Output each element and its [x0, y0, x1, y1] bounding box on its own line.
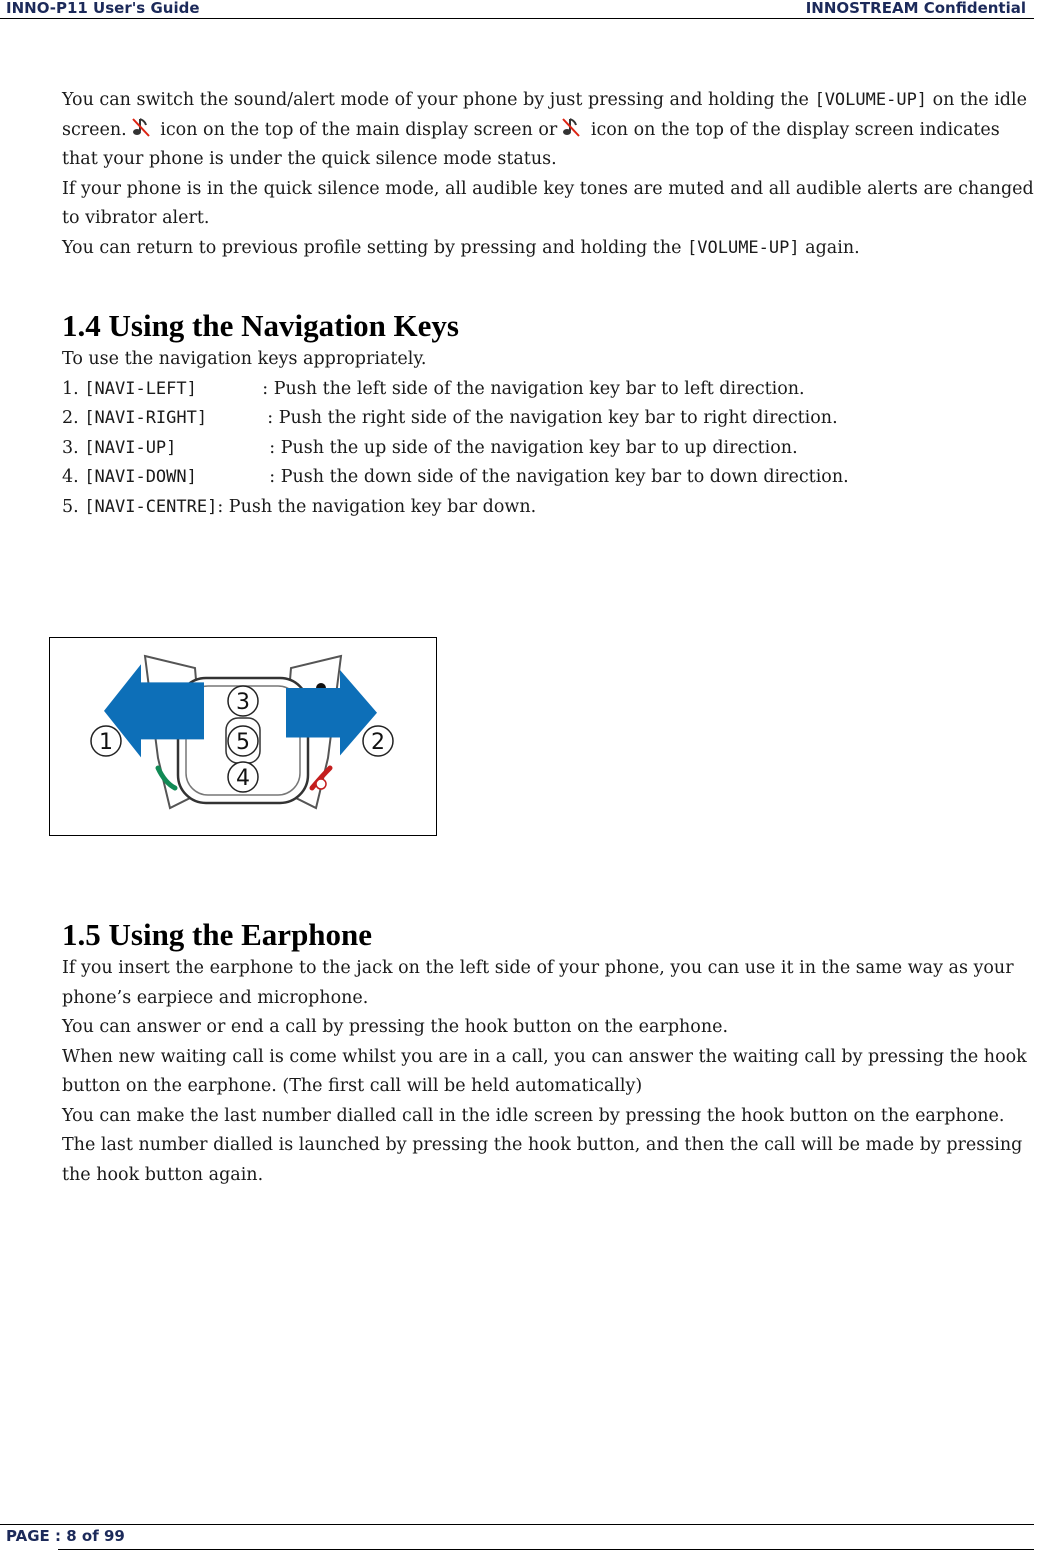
earphone-paragraph-3: When new waiting call is come whilst you are in a call, you can answer the waiting call by pressing the hook button on the earphone. (The first call will be held automatically)	[62, 1046, 1027, 1096]
page-footer	[0, 1524, 1034, 1545]
volume-up-key: [VOLUME-UP]	[687, 237, 800, 258]
earphone-paragraph-4: You can make the last number dialled call in the idle screen by pressing the hook button on the earphone. The last number dialled is launched by pressing the hook button, and then the call will be made by pressing the hook button again.	[62, 1105, 1023, 1185]
nav-item: 2. [NAVI-RIGHT] : Push the right side of the navigation key bar to right direction.	[62, 408, 838, 428]
volume-up-key: [VOLUME-UP]	[814, 90, 928, 110]
nav-key-list	[62, 375, 1037, 523]
navigation-key-figure	[49, 637, 437, 836]
nav-item: 5. [NAVI-CENTRE] : Push the navigation key bar down.	[62, 496, 537, 517]
header-doc-title: INNO-P11 User's Guide	[6, 0, 200, 17]
quick-silence-small-icon	[561, 116, 581, 138]
page-number: PAGE : 8 of 99	[6, 1527, 125, 1545]
section-title-navigation: 1.4 Using the Navigation Keys	[62, 308, 459, 343]
nav-item: 4. [NAVI-DOWN] : Push the down side of the navigation key bar to down direction.	[62, 467, 849, 487]
intro-paragraph-1: You can switch the sound/alert mode of your phone by just pressing and holding the [VOLUME-UP] on the idle screen. icon on the top of the main display screen or icon on the top of the display screen indicates that your phone is under the quick silence mode status.	[62, 90, 1027, 169]
section-title-earphone: 1.5 Using the Earphone	[62, 917, 373, 952]
page-header	[0, 0, 1034, 19]
nav-intro: To use the navigation keys appropriately.	[62, 349, 427, 369]
header-confidential: INNOSTREAM Confidential	[805, 0, 1026, 17]
label-right: 2	[371, 730, 385, 755]
label-up: 3	[236, 690, 250, 715]
label-down: 4	[236, 766, 250, 791]
label-centre: 5	[236, 730, 250, 755]
footer-divider	[58, 1549, 1034, 1550]
label-left: 1	[99, 730, 113, 755]
nav-item: 1. [NAVI-LEFT] : Push the left side of the navigation key bar to left direction.	[62, 378, 805, 399]
earphone-section	[62, 916, 1037, 1190]
earphone-paragraph-2: You can answer or end a call by pressing the hook button on the earphone.	[62, 1017, 729, 1037]
intro-paragraph-3: You can return to previous profile setting by pressing and holding the [VOLUME-UP] again.	[62, 237, 860, 258]
page-body	[62, 86, 1037, 522]
quick-silence-icon	[131, 116, 151, 138]
intro-paragraph-2: If your phone is in the quick silence mode, all audible key tones are muted and all audible alerts are changed to vibrator alert.	[62, 178, 1034, 228]
earphone-paragraph-1: If you insert the earphone to the jack on the left side of your phone, you can use it in the same way as your phone’s earpiece and microphone.	[62, 958, 1014, 1008]
navigation-key-diagram	[50, 638, 436, 835]
nav-item: 3. [NAVI-UP] : Push the up side of the navigation key bar to up direction.	[62, 437, 798, 458]
